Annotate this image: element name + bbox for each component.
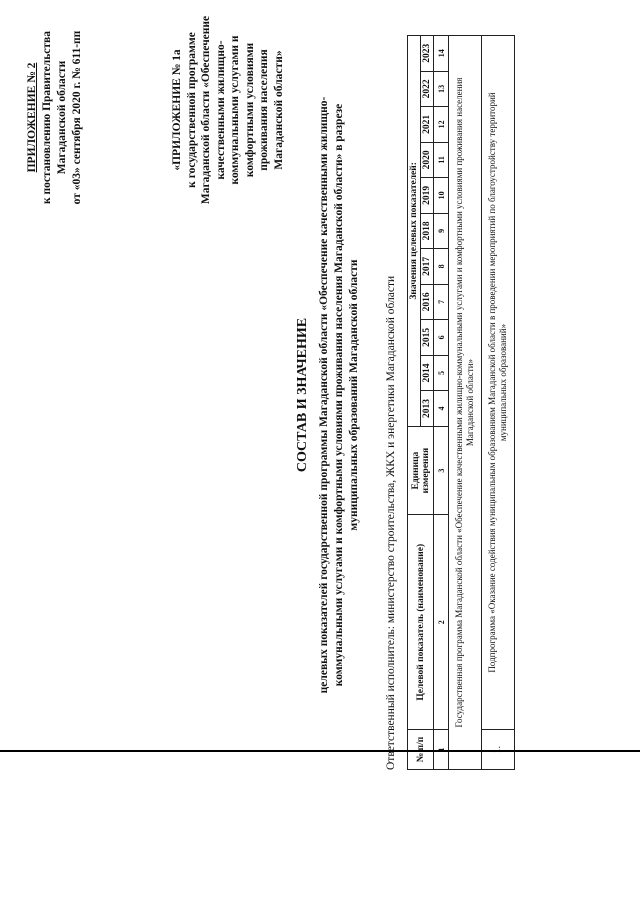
year-cell: 2015 xyxy=(421,320,434,356)
program-title: Государственная программа Магаданской области «Обеспечение качественными жилищно-коммунальными услугами и комфортными условиями проживания населения Магаданской области» xyxy=(449,36,482,770)
year-cell: 2020 xyxy=(421,142,434,178)
column-number: 5 xyxy=(434,355,449,391)
subprogram-title: Подпрограмма «Оказание содействия муниципальным образованиям Магаданской области в проведении мероприятий по благоустройству территорий муниципальных образований» xyxy=(482,36,515,730)
document-heading: СОСТАВ И ЗНАЧЕНИЕ xyxy=(295,317,310,473)
column-number: 2 xyxy=(434,515,449,730)
column-number: 4 xyxy=(434,391,449,427)
year-cell: 2013 xyxy=(421,391,434,427)
column-number: 7 xyxy=(434,284,449,320)
column-number-row xyxy=(434,36,449,770)
year-cell: 2022 xyxy=(421,71,434,107)
year-cell: 2014 xyxy=(421,355,434,391)
appendix-line-3: от «03» сентября 2020 г. № 611-пп xyxy=(71,30,83,205)
year-cell: 2018 xyxy=(421,213,434,249)
column-number: 14 xyxy=(434,36,449,72)
header-unit: Единица измерения xyxy=(408,426,434,515)
appendix-title: ПРИЛОЖЕНИЕ № 2 xyxy=(26,62,38,173)
rotated-page xyxy=(15,15,635,775)
column-number: 12 xyxy=(434,107,449,143)
appendix-header xyxy=(25,15,85,220)
year-cell: 2021 xyxy=(421,107,434,143)
document-subtitle: целевых показателей государственной программы Магаданской области «Обеспечение качественными жилищно-коммунальными услугами и комфортными условиями проживания населения Магаданской области» в разрезе муниципальных образований Магаданской области xyxy=(318,96,360,694)
appendix-line-2: Магаданской области xyxy=(56,60,68,175)
column-number: 10 xyxy=(434,178,449,214)
column-number: 1 xyxy=(434,730,449,770)
subprogram-number: 1. xyxy=(482,730,515,770)
year-cell: 2017 xyxy=(421,249,434,285)
inner-appendix-header xyxy=(170,15,286,205)
header-indicator: Целевой показатель (наименование) xyxy=(408,515,434,730)
responsible-executor: Ответственный исполнитель: министерство строительства, ЖКХ и энергетики Магаданской области xyxy=(385,275,397,770)
subprogram-row xyxy=(482,36,515,770)
appendix-line-1: к постановлению Правительства xyxy=(41,30,53,205)
program-row xyxy=(449,36,482,770)
year-cell: 2019 xyxy=(421,178,434,214)
column-number: 8 xyxy=(434,249,449,285)
column-number: 13 xyxy=(434,71,449,107)
header-number: № п/п xyxy=(408,730,434,770)
year-cell: 2023 xyxy=(421,36,434,72)
year-cell: 2016 xyxy=(421,284,434,320)
inner-appendix-text: к государственной программе Магаданской области «Обеспечение качественными жилищно-коммунальными услугами и комфортными условиями проживания населения Магаданской области» xyxy=(185,15,285,205)
column-number: 3 xyxy=(434,426,449,515)
inner-appendix-title: «ПРИЛОЖЕНИЕ № 1а xyxy=(171,49,183,171)
column-number: 9 xyxy=(434,213,449,249)
table-header-row xyxy=(408,36,421,770)
indicators-table xyxy=(407,35,515,770)
header-values: Значения целевых показателей: xyxy=(408,36,421,427)
column-number: 6 xyxy=(434,320,449,356)
page-edge-line xyxy=(0,750,640,752)
column-number: 11 xyxy=(434,142,449,178)
